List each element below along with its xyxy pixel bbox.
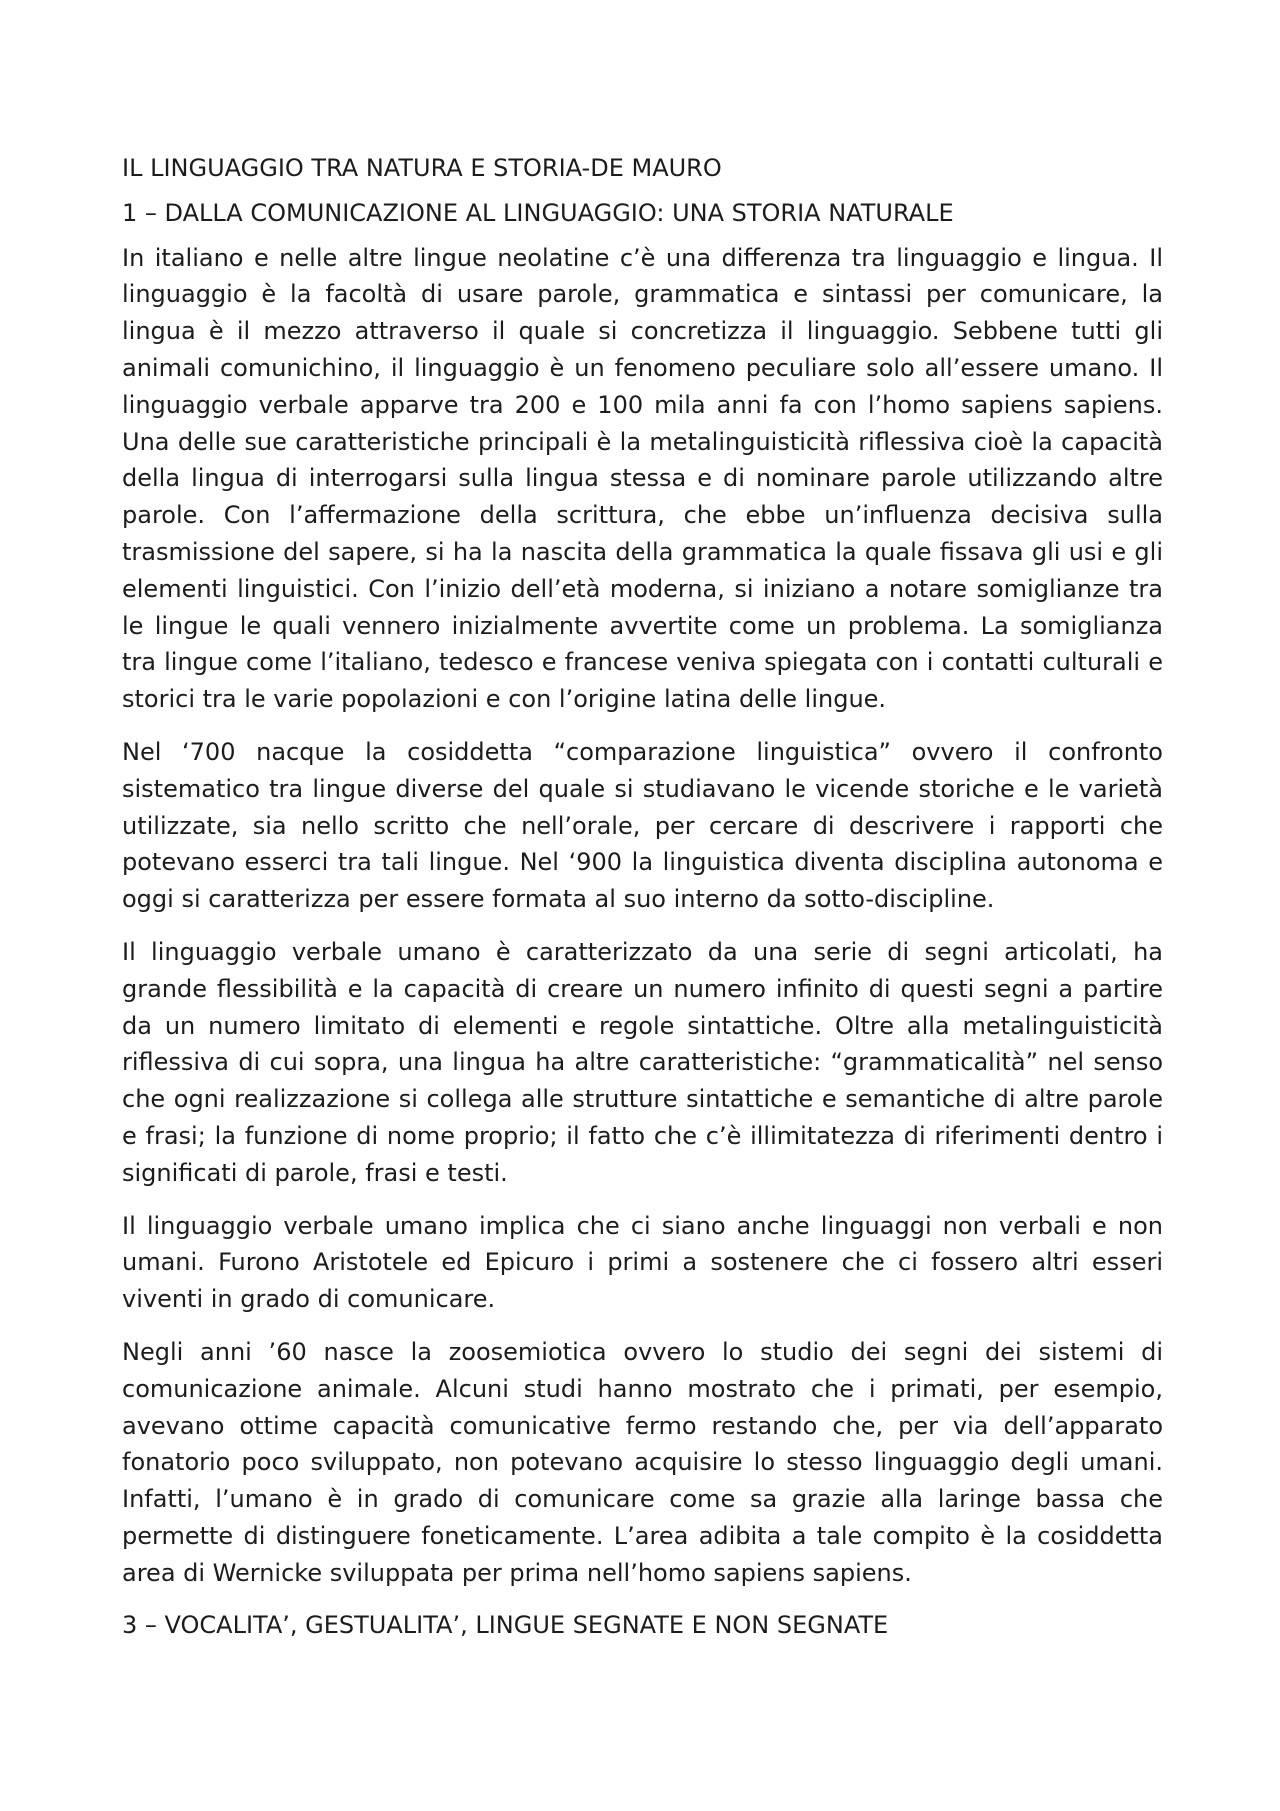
document-body [122,150,1163,1652]
section-heading-1: 1 – DALLA COMUNICAZIONE AL LINGUAGGIO: UNA STORIA NATURALE [122,198,954,227]
paragraph-4: Il linguaggio verbale umano implica che ci siano anche linguaggi non verbali e non umani. Furono Aristotele ed Epicuro i primi a sostenere che ci fossero altri esseri viventi in grado di comunicare. [122,1211,1163,1314]
paragraph-1: In italiano e nelle altre lingue neolatine c’è una differenza tra linguaggio e lingua. Il linguaggio è la facoltà di usare parole, grammatica e sintassi per comunicare, la lingua è il mezzo attraverso il quale si concretizza il linguaggio. Sebbene tutti gli animali comunichino, il linguaggio è un fenomeno peculiare solo all’essere umano. Il linguaggio verbale apparve tra 200 e 100 mila anni fa con l’homo sapiens sapiens. Una delle sue caratteristiche principali è la metalinguisticità riflessiva cioè la capacità della lingua di interrogarsi sulla lingua stessa e di nominare parole utilizzando altre parole. Con l’affermazione della scrittura, che ebbe un’influenza decisiva sulla trasmissione del sapere, si ha la nascita della grammatica la quale fissava gli usi e gli elementi linguistici. Con l’inizio dell’età moderna, si iniziano a notare somiglianze tra le lingue le quali vennero inizialmente avvertite come un problema. La somiglianza tra lingue come l’italiano, tedesco e francese veniva spiegata con i contatti culturali e storici tra le varie popolazioni e con l’origine latina delle lingue. [122,243,1163,714]
paragraph-3: Il linguaggio verbale umano è caratterizzato da una serie di segni articolati, ha grande flessibilità e la capacità di creare un numero infinito di questi segni a partire da un numero limitato di elementi e regole sintattiche. Oltre alla metalinguisticità riflessiva di cui sopra, una lingua ha altre caratteristiche: “grammaticalità” nel senso che ogni realizzazione si collega alle strutture sintattiche e semantiche di altre parole e frasi; la funzione di nome proprio; il fatto che c’è illimitatezza di riferimenti dentro i significati di parole, frasi e testi. [122,937,1163,1187]
document-title: IL LINGUAGGIO TRA NATURA E STORIA-DE MAURO [122,154,722,182]
paragraph-5: Negli anni ’60 nasce la zoosemiotica ovvero lo studio dei segni dei sistemi di comunicazione animale. Alcuni studi hanno mostrato che i primati, per esempio, avevano ottime capacità comunicative fermo restando che, per via dell’apparato fonatorio poco sviluppato, non potevano acquisire lo stesso linguaggio degli umani. Infatti, l’umano è in grado di comunicare come sa grazie alla laringe bassa che permette di distinguere foneticamente. L’area adibita a tale compito è la cosiddetta area di Wernicke sviluppata per prima nell’homo sapiens sapiens. [122,1337,1163,1587]
section-heading-3: 3 – VOCALITA’, GESTUALITA’, LINGUE SEGNATE E NON SEGNATE [122,1611,889,1640]
paragraph-2: Nel ‘700 nacque la cosiddetta “comparazione linguistica” ovvero il confronto sistematico tra lingue diverse del quale si studiavano le vicende storiche e le varietà utilizzate, sia nello scritto che nell’orale, per cercare di descrivere i rapporti che potevano esserci tra tali lingue. Nel ‘900 la linguistica diventa disciplina autonoma e oggi si caratterizza per essere formata al suo interno da sotto-discipline. [122,737,1163,914]
